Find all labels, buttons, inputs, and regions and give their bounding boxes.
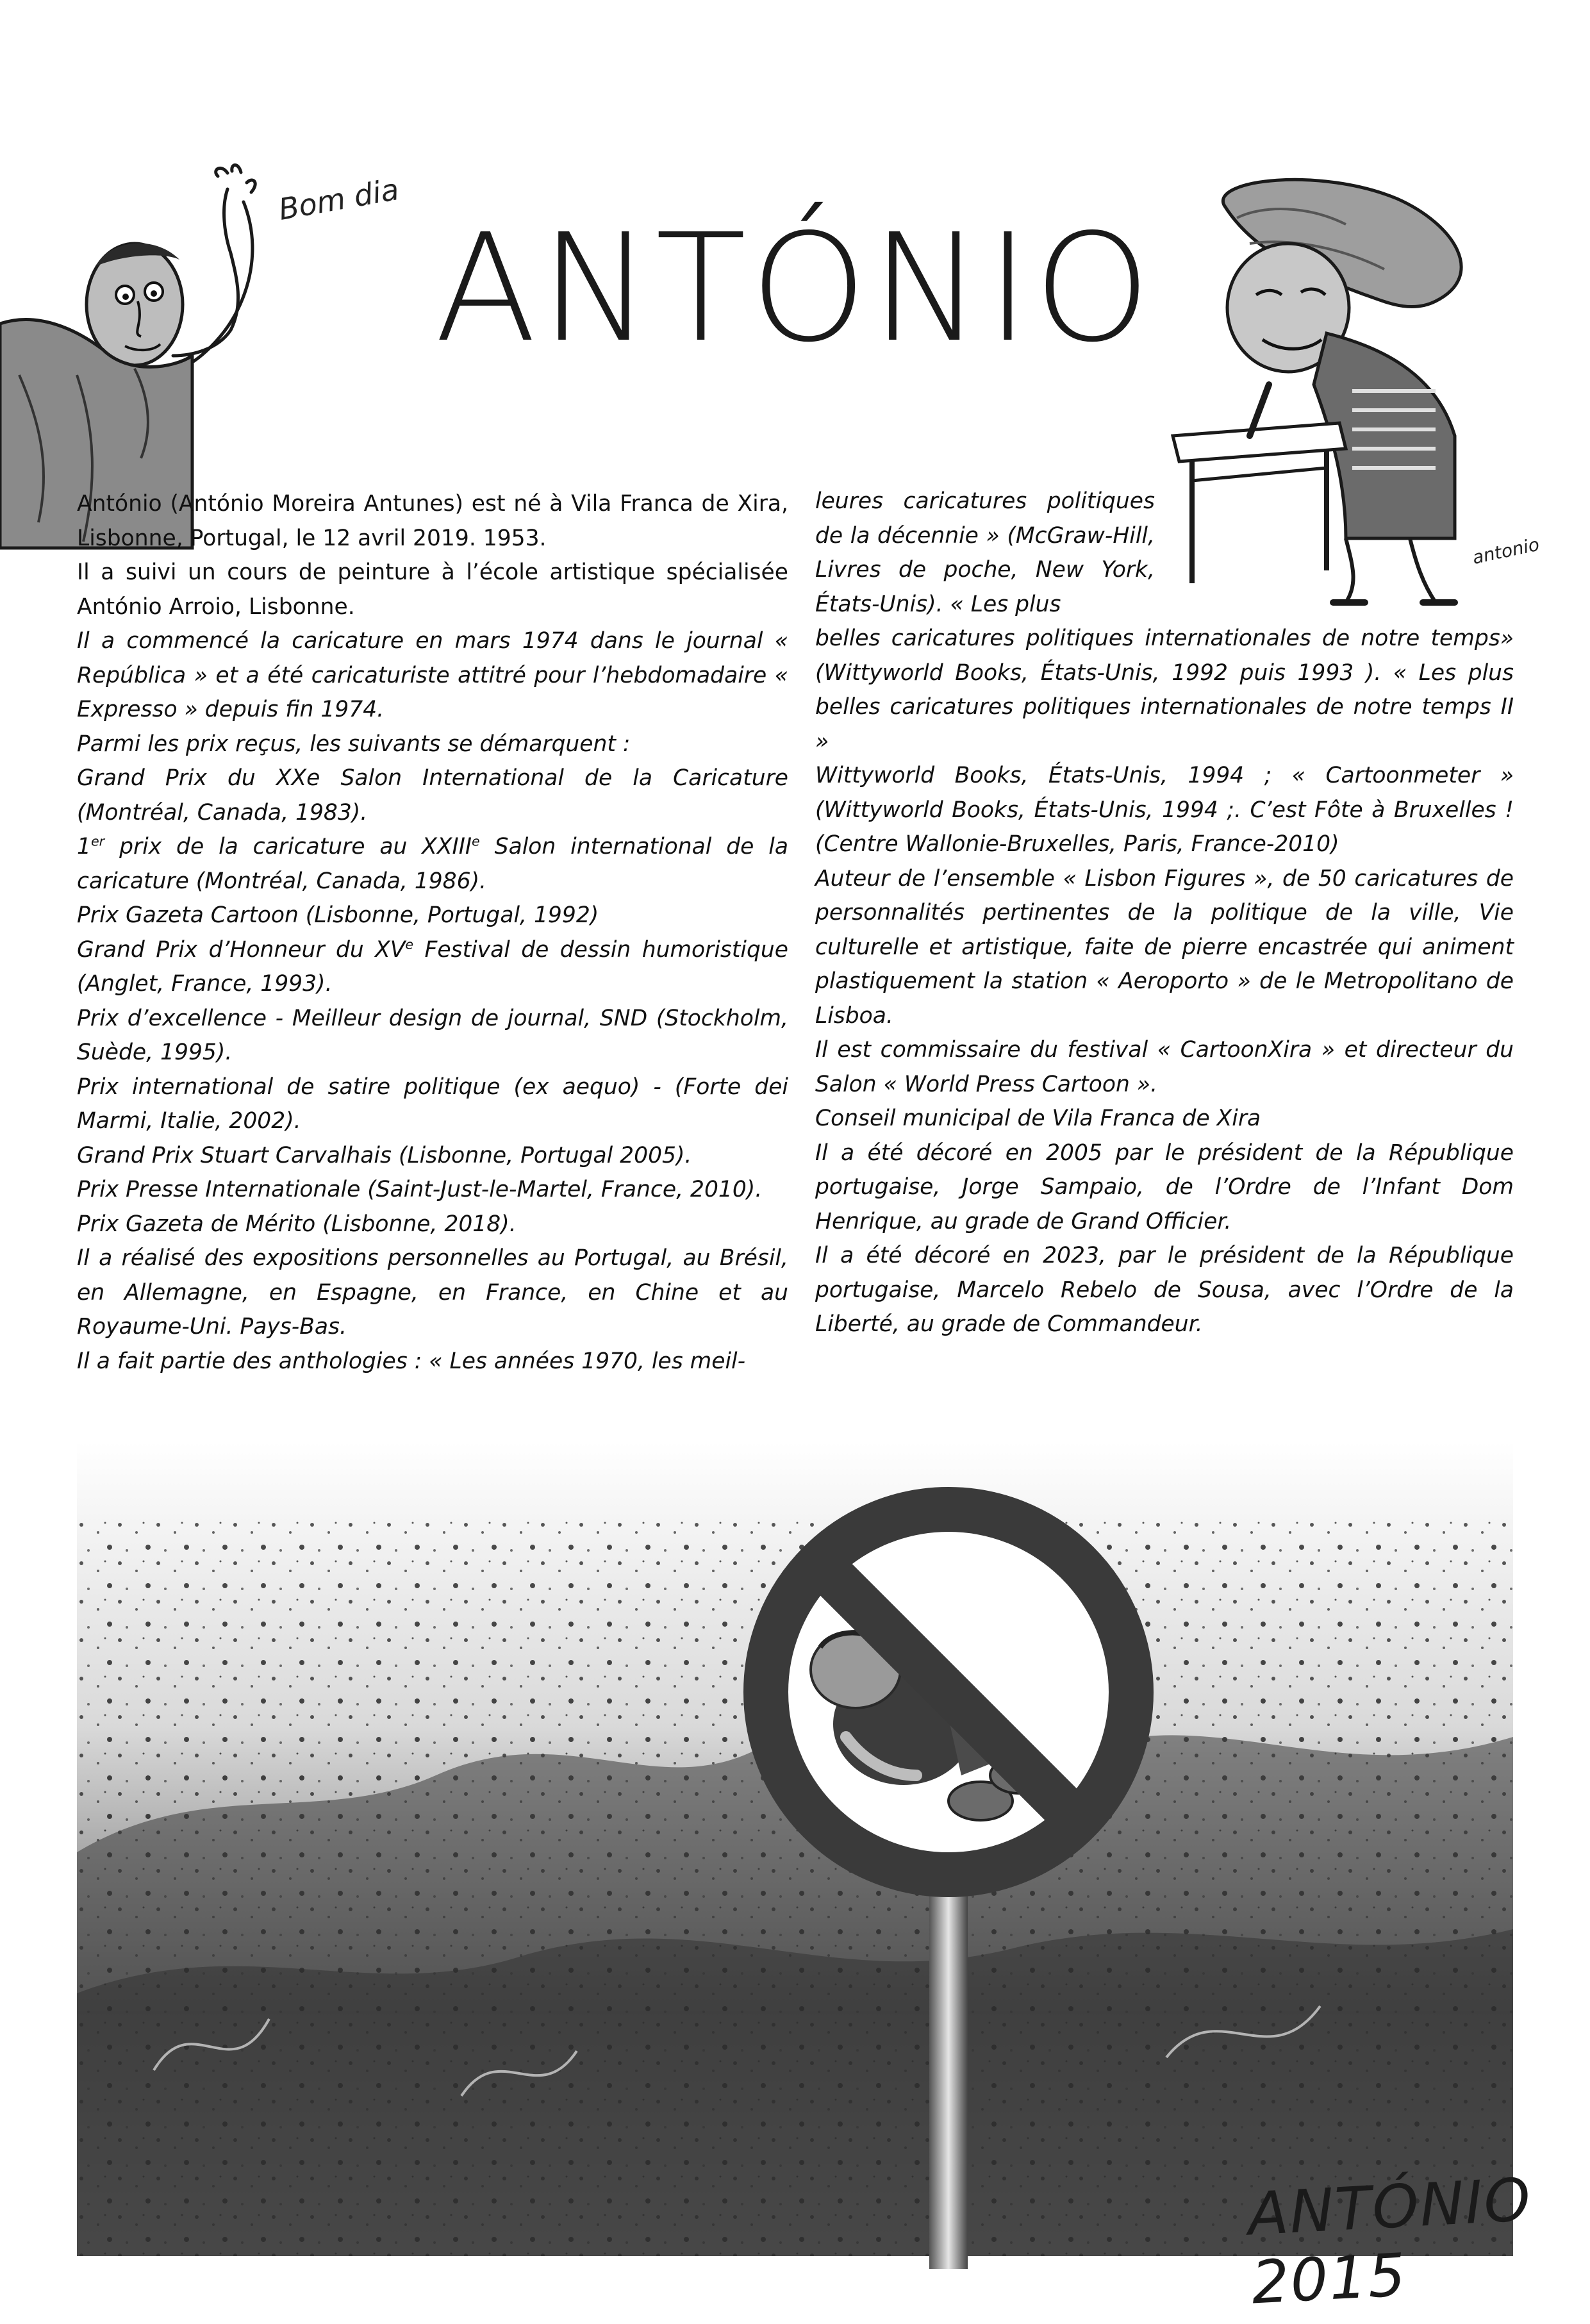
desk-top [1173, 423, 1346, 461]
award-item: Prix Gazeta de Mérito (Lisbonne, 2018). [77, 1211, 517, 1237]
biography-right-narrow [815, 485, 1155, 622]
award-item [77, 933, 788, 1002]
ordinal-suffix: er [90, 833, 105, 849]
award-item: Grand Prix Stuart Carvalhais (Lisbonne, Portugal 2005). [77, 1142, 692, 1168]
award-text: Festival de dessin humoristique (Anglet, France, 1993). [77, 936, 788, 997]
bio-paragraph: António (António Moreira Antunes) est né à Vila Franca de Xira, Lisbonne, Portugal, le 12 avril 2019. 1953. [77, 491, 788, 551]
award-item: Prix Gazeta Cartoon (Lisbonne, Portugal, 1992) [77, 902, 599, 928]
woman-writing-illustration [1154, 179, 1541, 615]
ordinal-suffix: e [405, 936, 414, 952]
caricature-signature: antonio [1470, 533, 1541, 569]
award-text: prix de la caricature au XXIII [119, 834, 472, 859]
sign-pole [929, 1884, 968, 2269]
award-text: Salon international de la caricature (Montréal, Canada, 1986). [77, 834, 788, 894]
ordinal-number: 1 [77, 834, 91, 859]
greeting-text: Bom dia [276, 171, 402, 227]
bio-paragraph: belles caricatures politiques internationales de notre temps» (Wittyworld Books, États-Unis, 1992 puis 1993 ). « Les plus belles caricatures politiques internationales de notre temps II » [815, 626, 1514, 754]
bio-paragraph: Conseil municipal de Vila Franca de Xira [815, 1106, 1261, 1131]
bio-paragraph: Il a été décoré en 2005 par le président de la République portugaise, Jorge Sampaio, de l’Ordre de l’Infant Dom Henrique, au grade de Grand Officier. [815, 1140, 1514, 1234]
award-item: Grand Prix du XXe Salon International de la Caricature (Montréal, Canada, 1983). [77, 765, 788, 826]
biography-left-column [77, 487, 788, 1379]
artwork-signature: ANTÓNIO 2015 [1246, 2165, 1534, 2318]
award-item [77, 830, 788, 899]
award-item: Prix international de satire politique (ex aequo) - (Forte dei Marmi, Italie, 2002). [77, 1074, 788, 1134]
bio-paragraph: leures caricatures politiques de la décennie » (McGraw-Hill, Livres de poche, New York, États-Unis). « Les plus [815, 488, 1155, 617]
ordinal-suffix: e [472, 833, 480, 849]
bio-paragraph: Auteur de l’ensemble « Lisbon Figures », de 50 caricatures de personnalités pertinentes de la politique de la ville, Vie culturelle et artistique, faite de pierre encastrée qui animent plastiquement la station « Aeroporto » de le Metropolitano de Lisboa. [815, 865, 1514, 1029]
award-text: Grand Prix d’Honneur du XV [77, 936, 406, 963]
bio-paragraph: Il est commissaire du festival « CartoonXira » et directeur du Salon « World Press Cartoon ». [815, 1037, 1514, 1097]
cartoon-artwork [77, 1442, 1534, 2318]
page-title: ANTÓNIO [435, 202, 1155, 375]
bio-paragraph: Wittyworld Books, États-Unis, 1994 ; « Cartoonmeter » (Wittyworld Books, États-Unis, 1994 ;. C’est Fôte à Bruxelles ! (Centre Wallonie-Bruxelles, Paris, France-2010) [815, 763, 1514, 857]
bio-paragraph: Parmi les prix reçus, les suivants se démarquent : [77, 731, 631, 757]
biography-right-column [815, 622, 1514, 1342]
award-item: Prix Presse Internationale (Saint-Just-le-Martel, France, 2010). [77, 1177, 763, 1202]
bio-paragraph: Il a fait partie des anthologies : « Les années 1970, les meil- [77, 1348, 746, 1374]
bio-paragraph: Il a commencé la caricature en mars 1974 dans le journal « República » et a été caricaturiste attitré pour l’hebdomadaire « Expresso » depuis fin 1974. [77, 628, 788, 722]
award-item: Prix d’excellence - Meilleur design de journal, SND (Stockholm, Suède, 1995). [77, 1005, 788, 1065]
bio-paragraph: Il a suivi un cours de peinture à l’école artistique spécialisée António Arroio, Lisbonne. [77, 560, 788, 620]
bio-paragraph: Il a été décoré en 2023, par le président de la République portugaise, Marcelo Rebelo de Sousa, avec l’Ordre de la Liberté, au grade de Commandeur. [815, 1243, 1514, 1337]
bio-paragraph: Il a réalisé des expositions personnelles au Portugal, au Brésil, en Allemagne, en Espagne, en France, en Chine et au Royaume-Uni. Pays-Bas. [77, 1245, 788, 1340]
cartoon-illustration [77, 1442, 1513, 2256]
